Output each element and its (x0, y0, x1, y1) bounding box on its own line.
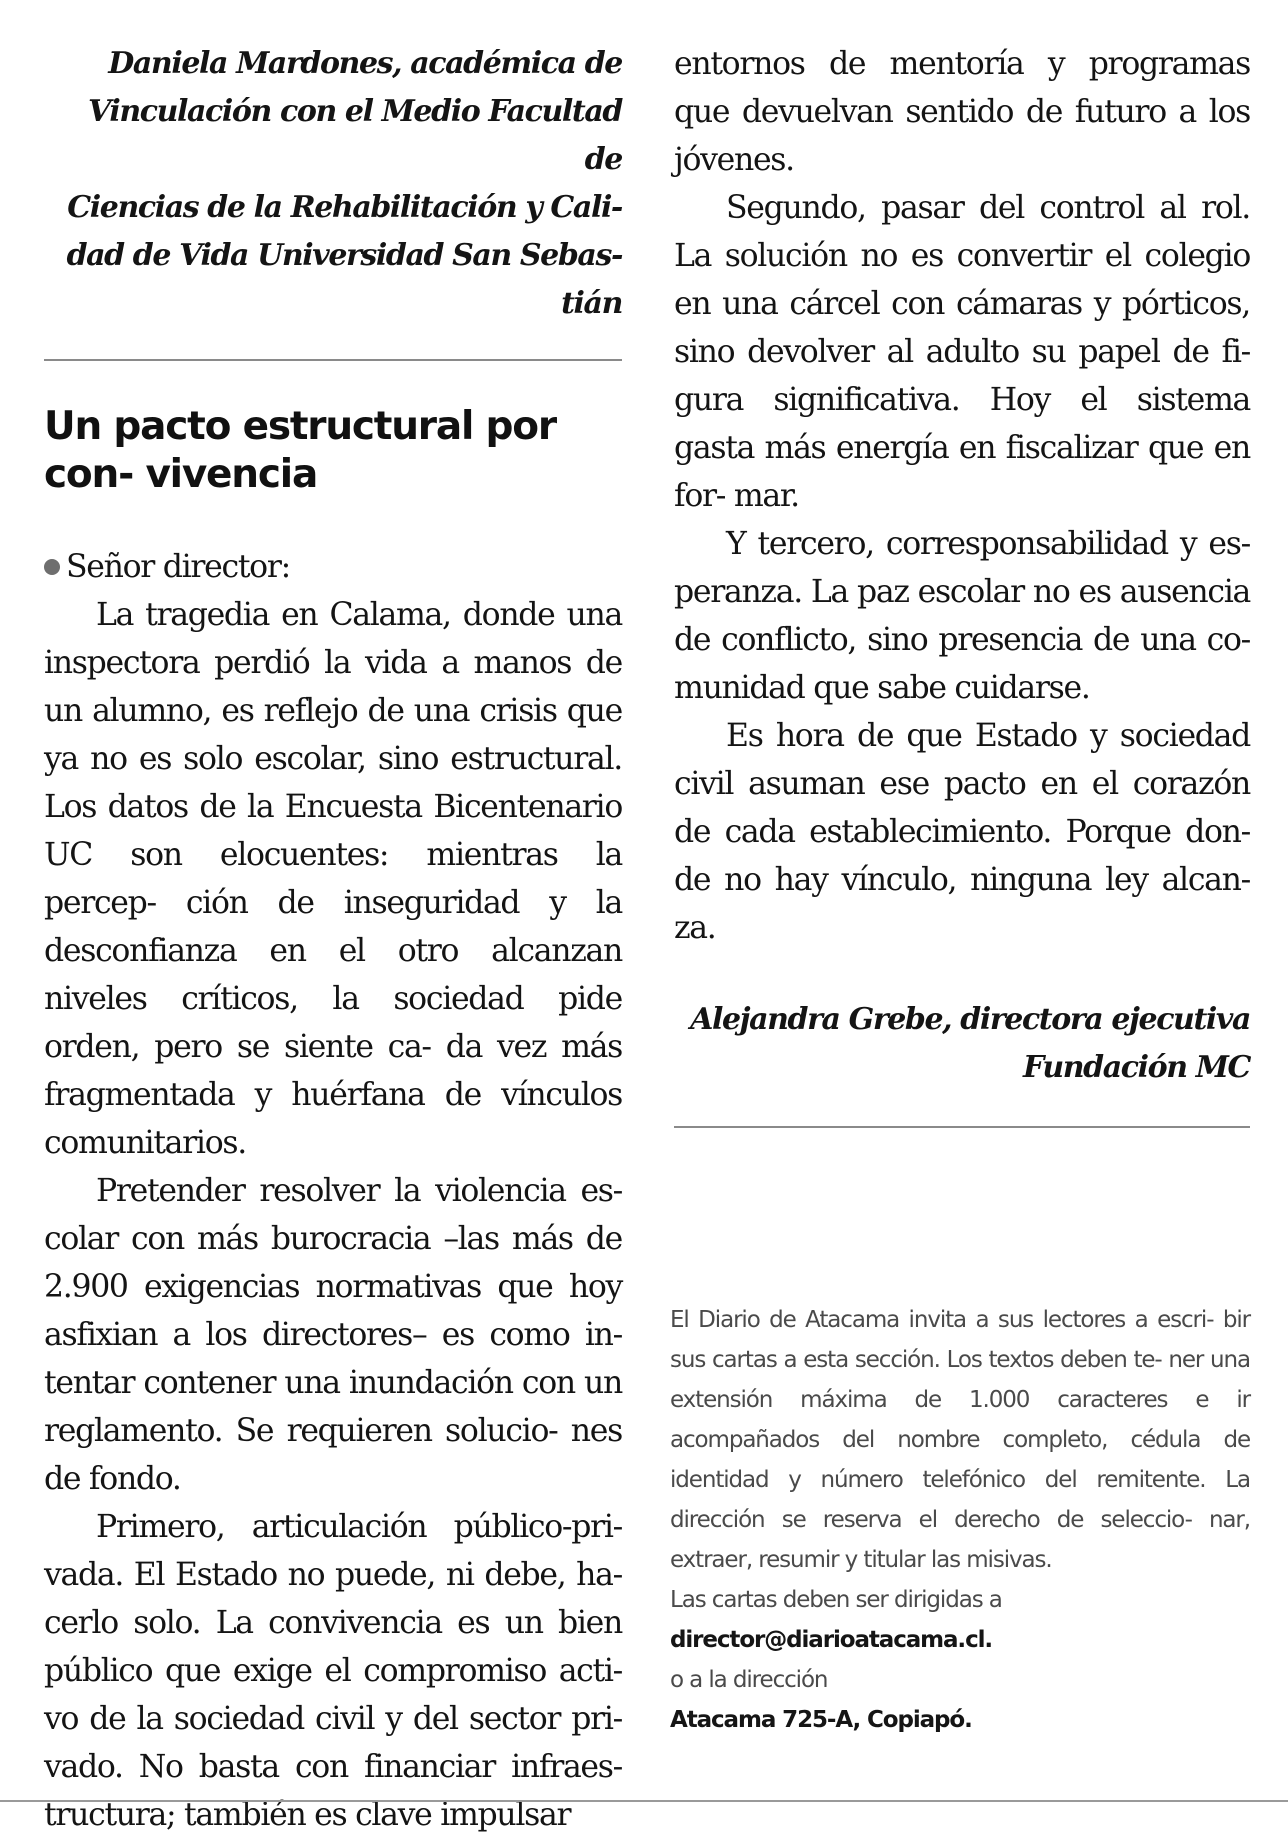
letter1-signature-line: Ciencias de la Rehabilitación y Cali- (67, 190, 622, 225)
letter2-signature-line: Fundación MC (1022, 1050, 1250, 1085)
notice-text: El Diario de Atacama invita a sus lectores a escri- bir sus cartas a esta sección. Los textos deben te- ner una extensión máxima de 1.000 caracteres e ir acompañados del nombre completo, cédula de identidad y número telefónico del remitente. La dirección se reserva el derecho de seleccio- nar, extraer, resumir y titular las misivas. (670, 1307, 1250, 1573)
notice-email-link[interactable]: director@diarioatacama.cl. (670, 1627, 993, 1653)
body-paragraph: Es hora de que Estado y sociedad civil asuman ese pacto en el corazón de cada establecimiento. Porque don- de no hay vínculo, ninguna ley alcan- za. (674, 718, 1250, 946)
notice-address: Atacama 725-A, Copiapó. (670, 1707, 972, 1733)
letter2-headline: Un pacto estructural por con- vivencia (44, 404, 556, 497)
section-divider (44, 359, 622, 361)
notice-send-to: Las cartas deben ser dirigidas a (670, 1587, 1002, 1613)
body-paragraph: Segundo, pasar del control al rol. La solución no es convertir el colegio en una cárcel con cámaras y pórticos, sino devolver al adulto su papel de fi- gura significativa. Hoy el sistema gasta más energía en fiscalizar que en for- mar. (674, 190, 1250, 514)
letter1-signature-line: dad de Vida Universidad San Sebas- (66, 238, 622, 273)
letter2-body-right (674, 40, 1250, 952)
notice-or-address: o a la dirección (670, 1667, 828, 1693)
body-paragraph: entornos de mentoría y programas que devuelvan sentido de futuro a los jóvenes. (674, 46, 1250, 178)
letter2-signature-line: Alejandra Grebe, directora ejecutiva (690, 1002, 1250, 1037)
right-column (674, 40, 1250, 1128)
salutation (44, 543, 622, 591)
page-bottom-divider (0, 1800, 1288, 1802)
salutation-text: Señor director: (66, 549, 290, 585)
body-paragraph: Primero, articulación público-pri- vada. El Estado no puede, ni debe, ha- cerlo solo. La convivencia es un bien público que exige el compromiso acti- vo de la sociedad civil y del sector pri- vado. No basta con financiar infraes- tructura; también es clave impulsar (44, 1509, 622, 1833)
letter1-signature-line: Vinculación con el Medio Facultad de (87, 94, 622, 177)
body-paragraph: Pretender resolver la violencia es- colar con más burocracia –las más de 2.900 exigencias normativas que hoy asfixian a los directores– es como in- tentar contener una inundación con un reglamento. Se requieren solucio- nes de fondo. (44, 1173, 622, 1497)
bullet-icon (44, 559, 60, 575)
letter1-signature (44, 40, 622, 328)
letter1-signature-line: tián (561, 286, 622, 321)
body-paragraph: Y tercero, corresponsabilidad y es- peranza. La paz escolar no es ausencia de conflicto, sino presencia de una co- munidad que sabe cuidarse. (674, 526, 1250, 706)
letter2-signature (674, 996, 1250, 1092)
letter1-signature-line: Daniela Mardones, académica de (108, 46, 622, 81)
letter2-body-left (44, 543, 622, 1839)
section-divider (674, 1126, 1250, 1128)
left-column (44, 40, 622, 1839)
body-paragraph: La tragedia en Calama, donde una inspectora perdió la vida a manos de un alumno, es reflejo de una crisis que ya no es solo escolar, sino estructural. Los datos de la Encuesta Bicentenario UC son elocuentes: mientras la percep- ción de inseguridad y la desconfianza en el otro alcanzan niveles críticos, la sociedad pide orden, pero se siente ca- da vez más fragmentada y huérfana de vínculos comunitarios. (44, 597, 622, 1161)
letters-submission-notice (670, 1300, 1250, 1740)
